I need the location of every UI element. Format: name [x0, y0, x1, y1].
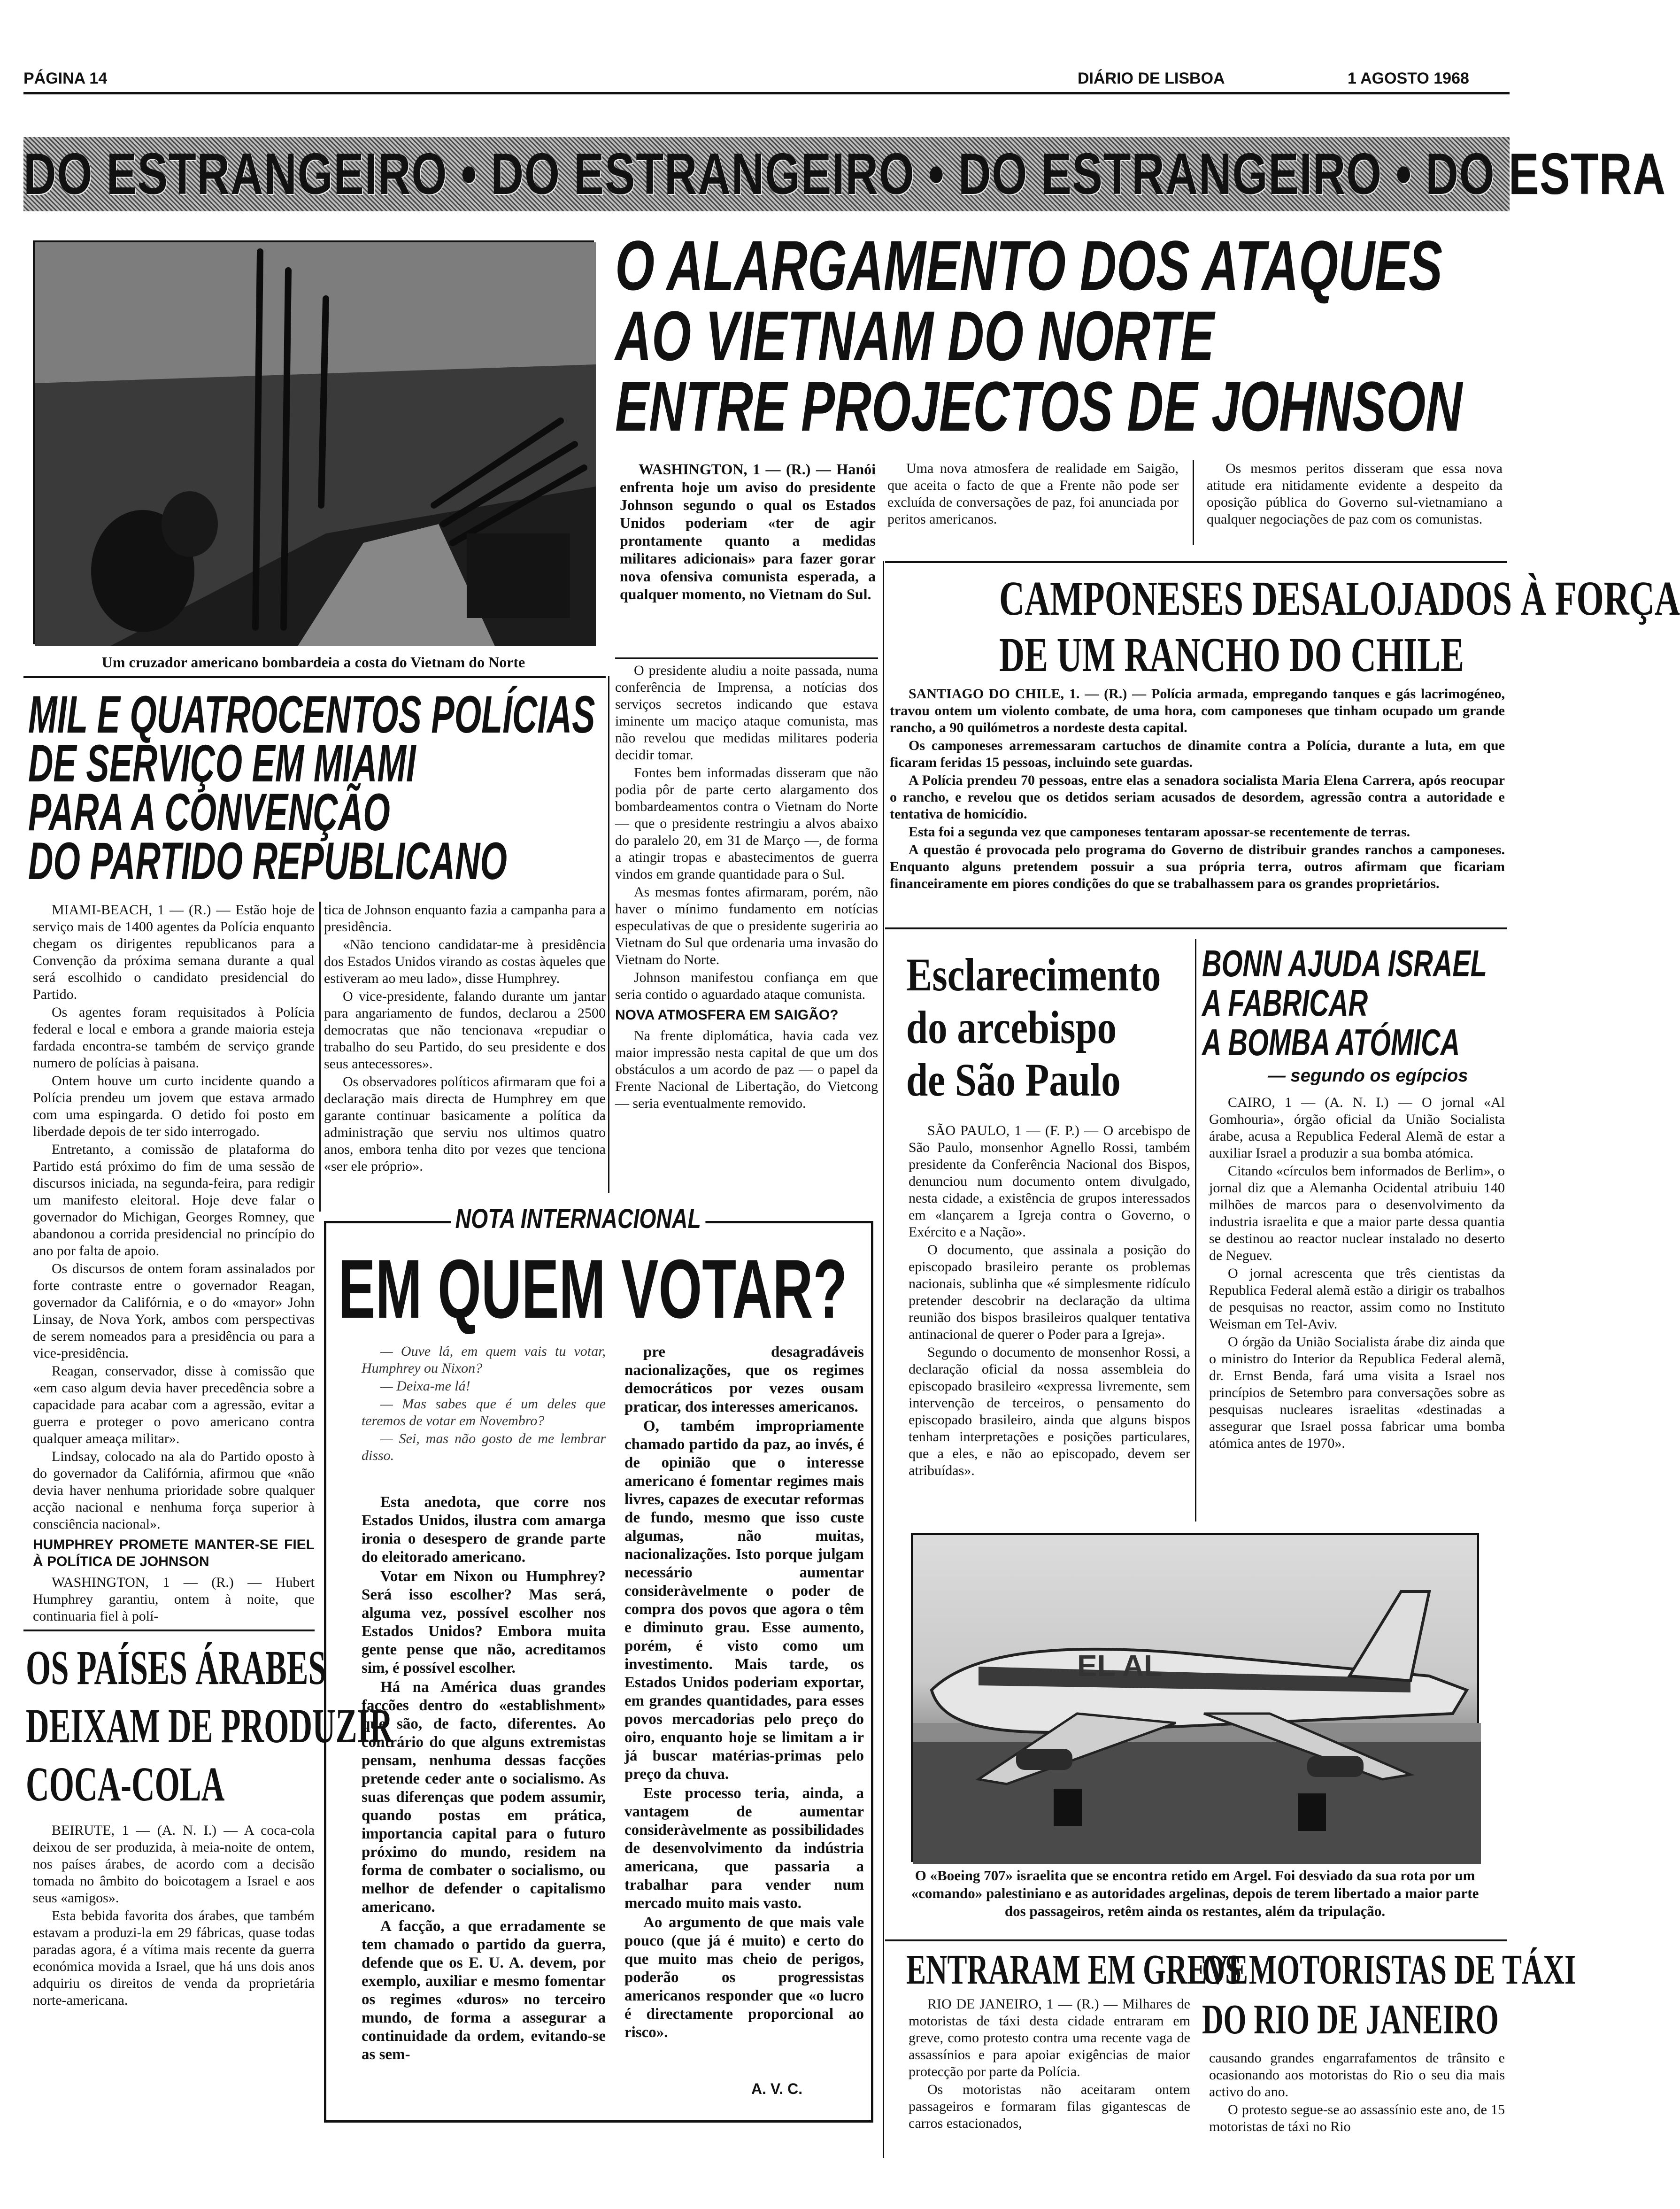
humphrey-paragraph: O vice-presidente, falando durante um jantar para angariamento de fundos, declarou a 2500 democratas que não tencionava «repudiar o trabalho do seu Partido, do seu presidente e dos seus antecessores». [324, 989, 606, 1072]
taxi-headline-left: ENTRARAM EM GREVE [906, 1946, 1248, 1993]
column-divider [1193, 460, 1194, 545]
miami-headline-line: MIL E QUATROCENTOS POLÍCIAS [28, 685, 595, 744]
chile-headline [920, 571, 1680, 683]
header-rule [23, 92, 1510, 94]
bonn-article [1209, 1094, 1505, 1526]
boeing-photo [911, 1533, 1479, 1862]
miami-paragraph: Ontem houve um curto incidente quando a Polícia prendeu um jovem que estava armado com uma espingarda. O detido foi posto em liberdade depois de ter sido interrogado. [33, 1073, 315, 1139]
cruiser-photo-caption: Um cruzador americano bombardeia a costa do Vietnam do Norte [101, 654, 525, 671]
arabes-paragraph: Esta bebida favorita dos árabes, que também estavam a produzi-la em 29 fábricas, quase todas paradas agora, é a vítima mais recente da guerra económica movida a Israel, que há uns dois anos adquiriu os direitos de venda da proprietária norte-americana. [33, 1908, 315, 2008]
vietnam-paragraph: Fontes bem informadas disseram que não podia pôr de parte certo alargamento dos bombardeamentos contra o Vietnam do Norte — que o presidente restringiu a alvos abaixo do paralelo 20, em 31 de Março —, de forma a atingir tropas e abastecimentos de guerra vindos em grande quantidade para o Sul. [615, 765, 878, 882]
newspaper-name: DIÁRIO DE LISBOA [1078, 70, 1225, 87]
arcebispo-headline-line: do arcebispo [906, 1001, 1117, 1053]
arcebispo-paragraph: O documento, que assinala a posição do episcopado brasileiro perante os problemas nacionais, sublinha que «é simplesmente ridículo pretender descobrir na declaração da ultima reunião dos bispos brasileiros qualquer tentativa antinacional de querer o Poder para a Igreja». [909, 1242, 1190, 1342]
vietnam-paragraph: Na frente diplomática, havia cada vez maior impressão nesta capital de que um dos obstáculos a um acordo de paz — o papel da Frente Nacional de Libertação, do Vietcong — seria eventualmente removido. [615, 1028, 878, 1111]
main-headline-line: ENTRE PROJECTOS DE JOHNSON [615, 367, 1463, 446]
arcebispo-article [909, 1122, 1190, 1531]
bonn-paragraph: O órgão da União Socialista árabe diz ainda que o ministro do Interior da Republica Federal alemã, dr. Ernst Benda, fará uma visita a Israel nos princípios de Setembro para conversações sobre as pesquisas nucleares israelitas «destinadas a assegurar que Israel possa fabricar uma bomba atómica antes de 1970». [1209, 1334, 1505, 1451]
vietnam-column-3 [887, 460, 1179, 554]
taxi-paragraph: Os motoristas não aceitaram ontem passageiros e formaram filas gigantescas de carros estacionados, [909, 2082, 1190, 2131]
vietnam-lead [620, 460, 876, 653]
arabes-paragraph: BEIRUTE, 1 — (A. N. I.) — A coca-cola deixou de ser produzida, à meia-noite de ontem, nos países árabes, de acordo com a decisão tomada no âmbito do boicotagem a Israel e aos seus «amigos». [33, 1823, 315, 1906]
taxi-top-rule [885, 1939, 1507, 1941]
arabes-headline-line: COCA-COLA [26, 1757, 225, 1811]
taxi-headline-right-line: OS MOTORISTAS DE TÁXI [1202, 1946, 1576, 1993]
chile-top-rule [885, 561, 1507, 563]
vietnam-lead-rule [615, 657, 878, 659]
humphrey-paragraph: Os observadores políticos afirmaram que foi a declaração mais directa de Humphrey em que garante continuar basicamente a política da administração que serviu nos ultimos quatro anos, embora tenha dito por vezes que tenciona «ser ele próprio». [324, 1074, 606, 1174]
page-number: PÁGINA 14 [23, 70, 108, 87]
miami-paragraph: Lindsay, colocado na ala do Partido oposto à do governador da Califórnia, afirmou que «não devia haver nenhuma prioridade sobre qualquer acção nacional e nenhuma força superior à consciência nacional». [33, 1449, 315, 1532]
nota-paragraph: pre desagradáveis nacionalizações, que os regimes democráticos por vezes ousam praticar, dos interesses americanos. [624, 1344, 864, 1415]
boeing-livery-text: EL AL [1077, 1649, 1163, 1683]
nota-paragraph: O, também impropriamente chamado partido da paz, ao invés, é de opinião que o interesse americano é fomentar regimes mais livres, capazes de executar reformas de fundo, mesmo que isso custe algumas, não muitas, nacionalizações. Isto porque julgam necessário aumentar consideràvelmente o poder de compra dos povos que agora o têm e diminuto grau. Esse aumento, porém, é visto como um investimento. Mais tarde, os Estados Unidos poderiam exportar, em grandes quantidades, para esses povos mercadorias pelo preço do oiro, enquanto hoje se limitam a ir já buscar matérias-primas pelo preço da chuva. [624, 1418, 864, 1783]
miami-column-2 [324, 902, 606, 1202]
miami-headline-line: DE SERVIÇO EM MIAMI [28, 734, 416, 793]
nota-column-1 [362, 1493, 606, 2113]
vietnam-paragraph: Uma nova atmosfera de realidade em Saigão, que aceita o facto de que a Frente não pode ser excluída de conversações de paz, foi anunciada por peritos americanos. [887, 461, 1179, 527]
arabes-headline-line: DEIXAM DE PRODUZIR [26, 1699, 393, 1753]
miami-column-1 [33, 902, 315, 1639]
bonn-headline-line: A FABRICAR [1202, 982, 1368, 1024]
column-divider [883, 561, 884, 2158]
miami-paragraph: Os agentes foram requisitados à Polícia federal e local e embora a grande maioria esteja fardada encontra-se também de serviço grande numero de polícias à paisana. [33, 1004, 315, 1071]
bonn-byline: — segundo os egípcios [1268, 1066, 1468, 1086]
nota-label-wrap [451, 1203, 769, 1235]
nota-dialogue [362, 1343, 606, 1484]
column-divider [608, 676, 609, 1193]
chile-headline-line: CAMPONESES DESALOJADOS À FORÇA [999, 572, 1680, 626]
nota-dialogue-line: — Deixa-me lá! [380, 1378, 470, 1394]
bonn-paragraph: Citando «círculos bem informados de Berlim», o jornal diz que a Alemanha Ocidental atribuiu 140 milhões de marcos para o desenvolvimento da industria israelita e que a maior parte dessa quantia se destinou ao reactor nuclear instalado no deserto de Neguev. [1209, 1163, 1505, 1263]
taxi-column-2 [1209, 2050, 1505, 2191]
taxi-headline-left-wrap [906, 1946, 1248, 1993]
chile-paragraph: Esta foi a segunda vez que camponeses tentaram apossar-se recentemente de terras. [909, 824, 1410, 840]
taxi-paragraph: O protesto segue-se ao assassínio este ano, de 15 motoristas de táxi no Rio [1209, 2102, 1505, 2134]
nota-headline-wrap [338, 1242, 864, 1336]
arabes-top-rule [23, 1630, 315, 1631]
miami-headline-line: DO PARTIDO REPUBLICANO [28, 832, 507, 890]
cruiser-illustration [35, 242, 596, 646]
arcebispo-headline-line: Esclarecimento [906, 949, 1161, 1001]
arcebispo-paragraph: SÃO PAULO, 1 — (F. P.) — O arcebispo de São Paulo, monsenhor Agnello Rossi, também presidente da Conferência Nacional dos Bispos, denunciou num documento ontem divulgado, nesta cidade, a existência de grupos interessados em «lançarem a Igreja contra o Governo, o Exército e a Nação». [909, 1123, 1190, 1240]
humphrey-subhead: HUMPHREY PROMETE MANTER-SE FIEL À POLÍTICA DE JOHNSON [33, 1537, 315, 1569]
main-headline-line: AO VIETNAM DO NORTE [615, 296, 1215, 375]
section-banner-text: DO ESTRANGEIRO • DO ESTRANGEIRO • DO ESTRANGEIRO • DO ESTRA [23, 142, 1666, 207]
taxi-paragraph: RIO DE JANEIRO, 1 — (R.) — Milhares de motoristas de táxi desta cidade entraram em greve, como protesto contra uma recente vaga de assassínios e para apoiar exigências de maior protecção por parte da Polícia. [909, 1996, 1190, 2079]
column-divider [1195, 939, 1196, 1522]
vietnam-paragraph: O presidente aludiu a noite passada, numa conferência de Imprensa, a notícias dos serviços secretos indicando que estava iminente um maciço ataque comunista, mas não revelou que medidas militares poderia decidir tomar. [615, 663, 878, 763]
taxi-column-1 [909, 1996, 1190, 2193]
nota-dialogue-line: — Mas sabes que é um deles que teremos de votar em Novembro? [362, 1396, 606, 1429]
chile-paragraph: A questão é provocada pelo programa do Governo de distribuir grandes ranchos a camponeses. Enquanto alguns pretendem possuir a sua própria terra, outros afirmam que ficariam financeiramente em piores condições do que se trabalhassem para os grandes proprietários. [890, 842, 1505, 891]
bonn-paragraph: O jornal acrescenta que três cientistas da Republica Federal alemã estão a dirigir os trabalhos de pesquisas no reactor, assim como no Instituto Weisman em Tel-Aviv. [1209, 1266, 1505, 1332]
miami-paragraph: Entretanto, a comissão de plataforma do Partido está próximo do fim de uma sessão de discursos iniciada, na segunda-feira, para redigir um manifesto eleitoral. Hoje deve falar o governador do Michigan, Georges Romney, que abandonou a corrida presidencial no princípio do ano por falta de apoio. [33, 1142, 315, 1259]
miami-paragraph: MIAMI-BEACH, 1 — (R.) — Estão hoje de serviço mais de 1400 agentes da Polícia enquanto chegam os dirigentes republicanos para a Convenção da próxima semana durante a qual será escolhido o candidato presidencial do Partido. [33, 902, 315, 1002]
main-headline-line: O ALARGAMENTO DOS ATAQUES [615, 226, 1443, 305]
chile-paragraph: SANTIAGO DO CHILE, 1. — (R.) — Polícia armada, empregando tanques e gás lacrimogéneo, travou ontem um violento combate, de uma hora, com camponeses que tinham ocupado um grande rancho, a 90 quilómetros a nordeste desta capital. [890, 686, 1505, 735]
arabes-headline-line: OS PAÍSES ÁRABES [26, 1641, 326, 1695]
arcebispo-headline [906, 949, 1197, 1106]
vietnam-column-4 [1207, 460, 1503, 554]
bonn-headline [1202, 944, 1507, 1062]
column-divider [319, 902, 321, 1212]
nota-paragraph: Votar em Nixon ou Humphrey? Será isso escolher? Mas será, alguma vez, possível escolher nos Estados Unidos? Embora muita gente pense que não, acreditamos sim, é possível escolher. [362, 1568, 606, 1676]
humphrey-paragraph: «Não tenciono candidatar-me à presidência dos Estados Unidos virando as costas àqueles que estiveram ao meu lado», disse Humphrey. [324, 937, 606, 986]
vietnam-subhead: NOVA ATMOSFERA EM SAIGÃO? [615, 1007, 839, 1023]
boeing-photo-caption: O «Boeing 707» israelita que se encontra retido em Argel. Foi desviado da sua rota por um «comando» palestiniano e as autoridades argelinas, depois de terem libertado a maior parte dos passageiros, retêm ainda os restantes, além da tripulação. [911, 1867, 1479, 1919]
chile-paragraph: A Polícia prendeu 70 pessoas, entre elas a senadora socialista Maria Elena Carrera, após reocupar o rancho, e revelou que os detidos seriam acusados de desordem, agressão contra a autoridade e tentativa de homicídio. [890, 772, 1505, 822]
humphrey-paragraph: tica de Johnson enquanto fazia a campanha para a presidência. [324, 902, 606, 935]
vietnam-paragraph: Johnson manifestou confiança em que seria contido o aguardado ataque comunista. [615, 970, 878, 1002]
arcebispo-paragraph: Segundo o documento de monsenhor Rossi, a declaração oficial da nossa assembleia do episcopado brasileiro «expressa livremente, sem intervenção de terceiros, o pensamento do episcopado brasileiro, ainda que alguns bispos tenham interpretações e posições particulares, que a eles, e não ao episcopado, devem ser atribuídas». [909, 1344, 1190, 1478]
vietnam-column-2 [615, 662, 878, 1111]
vietnam-lead-paragraph: WASHINGTON, 1 — (R.) — Hanói enfrenta hoje um aviso do presidente Johnson segundo o qual os Estados Unidos poderiam «ter de agir prontamente quanto a medidas militares adicionais» para fazer gorar nova ofensiva comunista esperada, a qualquer momento, no Vietnam do Sul. [620, 461, 876, 602]
nota-paragraph: Ao argumento de que mais vale pouco (que já é muito) e certo do que muito mas cheio de perigos, poderão os progressistas americanos responder que «o lucro é directamente proporcional ao risco». [624, 1914, 864, 2041]
vietnam-paragraph: Os mesmos peritos disseram que essa nova atitude era nitidamente evidente a despeito da oposição pública do Governo sul-vietnamiano a qualquer negociações de paz com os comunistas. [1207, 461, 1503, 527]
chile-bottom-rule [885, 927, 1507, 929]
miami-headline-line: PARA A CONVENÇÃO [28, 783, 390, 842]
nota-column-2 [624, 1343, 864, 2066]
chile-headline-line: DE UM RANCHO DO CHILE [999, 628, 1464, 682]
humphrey-paragraph: WASHINGTON, 1 — (R.) — Hubert Humphrey garantiu, ontem à noite, que continuaria fiel à polí- [33, 1575, 315, 1624]
arcebispo-headline-line: de São Paulo [906, 1054, 1121, 1106]
nota-label: NOTA INTERNACIONAL [451, 1203, 705, 1235]
miami-top-rule [23, 676, 606, 678]
issue-date: 1 AGOSTO 1968 [1348, 70, 1469, 87]
boeing-illustration [913, 1535, 1481, 1864]
section-banner [23, 137, 1666, 211]
taxi-paragraph: causando grandes engarrafamentos de trânsito e ocasionando aos motoristas do Rio o seu dia mais activo do ano. [1209, 2050, 1505, 2100]
nota-headline: EM QUEM VOTAR? [338, 1242, 848, 1336]
chile-paragraph: Os camponeses arremessaram cartuchos de dinamite contra a Polícia, durante a luta, em que ficaram feridas 15 pessoas, incluindo sete guardas. [890, 738, 1505, 770]
nota-paragraph: Há na América duas grandes facções dentro do «establishment» que são, de facto, diferentes. Ao contrário do que alguns extremistas pensam, nenhuma dessas facções pretende ceder ante o socialismo. As suas diferenças que podem assumir, quando postas em prática, importancia capital para o futuro próximo do mundo, residem na forma de combater o socialismo, ou melhor de defender o capitalismo americano. [362, 1679, 606, 1915]
nota-signature: A. V. C. [751, 2080, 803, 2097]
taxi-headline-right [1202, 1946, 1576, 2043]
bonn-paragraph: CAIRO, 1 — (A. N. I.) — O jornal «Al Gomhouria», órgão oficial da União Socialista árabe, acusa a Republica Federal Alemã de estar a auxiliar Israel a produzir a sua bomba atómica. [1209, 1095, 1505, 1161]
main-headline [615, 226, 1507, 446]
chile-article [890, 686, 1505, 920]
nota-dialogue-line: — Sei, mas não gosto de me lembrar disso. [362, 1431, 606, 1463]
miami-headline [28, 685, 610, 890]
bonn-headline-line: A BOMBA ATÓMICA [1202, 1021, 1460, 1063]
cruiser-photo [33, 240, 594, 644]
taxi-headline-right-line: DO RIO DE JANEIRO [1202, 1996, 1499, 2043]
miami-paragraph: Reagan, conservador, disse à comissão que «em caso algum devia haver precedência sobre a capacidade para acabar com a agressão, evitar a guerra e proteger o povo americano contra qualquer ameaça militar». [33, 1363, 315, 1446]
bonn-headline-line: BONN AJUDA ISRAEL [1202, 942, 1487, 984]
nota-paragraph: A facção, a que erradamente se tem chamado o partido da guerra, defende que os E. U. A. devem, por exemplo, auxiliar e mesmo fomentar os regimes «duros» no terceiro mundo, de forma a assegurar a continuidade da ordem, evitando-se as sem- [362, 1918, 606, 2063]
vietnam-paragraph: As mesmas fontes afirmaram, porém, não haver o mínimo fundamento em notícias especulativas de que o presidente sugeriria ao Vietnam do Sul que ordenaria uma invasão do Vietnam do Norte. [615, 884, 878, 967]
miami-paragraph: Os discursos de ontem foram assinalados por forte contraste entre o governador Reagan, governador da Califórnia, e o do «mayor» John Linsay, de Nova York, ambos com perspectivas de serem nomeados para a presidência ou para a vice-presidência. [33, 1261, 315, 1361]
nota-paragraph: Este processo teria, ainda, a vantagem de aumentar consideràvelmente as possibilidades de desenvolvimento da indústria americana, que passaria a trabalhar para vender num mercado muito mais vasto. [624, 1785, 864, 1912]
arabes-headline [26, 1639, 393, 1814]
nota-paragraph: Esta anedota, que corre nos Estados Unidos, ilustra com amarga ironia o desespero de grande parte do eleitorado americano. [362, 1494, 606, 1566]
nota-dialogue-line: — Ouve lá, em quem vais tu votar, Humphrey ou Nixon? [362, 1344, 606, 1376]
arabes-article [33, 1822, 315, 2104]
